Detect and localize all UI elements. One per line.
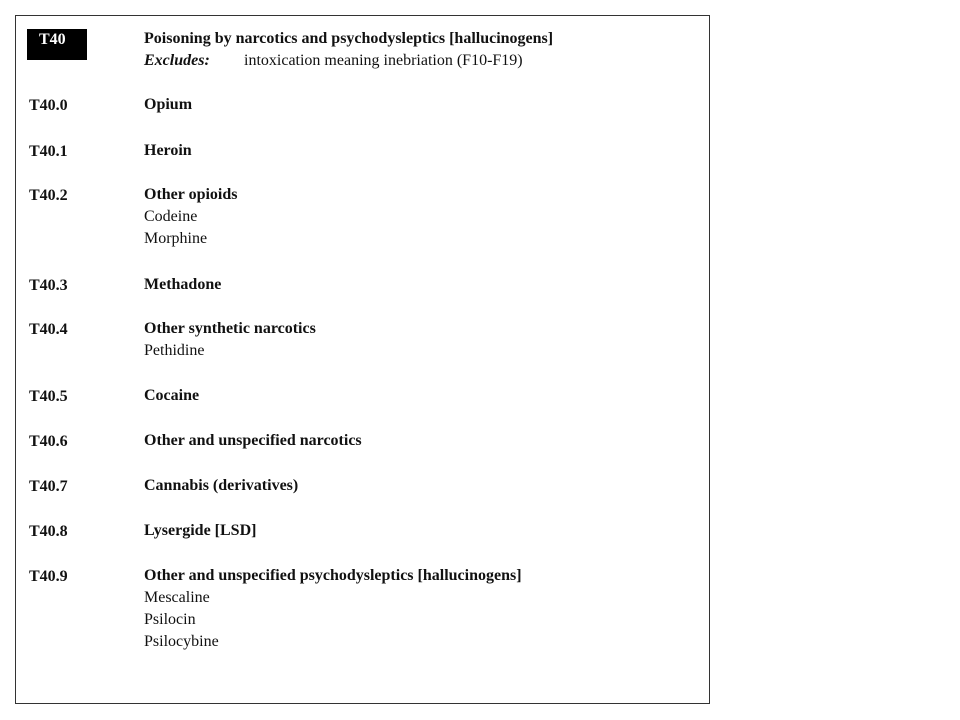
entry-title: Cocaine bbox=[144, 387, 200, 404]
entry-code: T40.4 bbox=[29, 321, 68, 338]
excludes-label: Excludes: bbox=[144, 52, 210, 69]
category-header bbox=[144, 28, 553, 72]
entry-inclusion: Psilocybine bbox=[144, 633, 219, 650]
entry-inclusion: Pethidine bbox=[144, 342, 205, 359]
entry-title: Opium bbox=[144, 96, 193, 113]
document-frame bbox=[15, 15, 710, 704]
category-title: Poisoning by narcotics and psychodysleptics [hallucinogens] bbox=[144, 30, 554, 47]
entry-title: Lysergide [LSD] bbox=[144, 522, 257, 539]
entry bbox=[144, 475, 298, 497]
entry-inclusion: Psilocin bbox=[144, 611, 196, 628]
entry bbox=[144, 184, 238, 250]
entry-title: Other opioids bbox=[144, 186, 238, 203]
entry bbox=[144, 140, 192, 162]
entry-title: Other and unspecified narcotics bbox=[144, 432, 362, 449]
entry bbox=[144, 430, 362, 452]
entry-inclusion: Codeine bbox=[144, 208, 198, 225]
excludes-note bbox=[144, 50, 553, 72]
entry-code: T40.8 bbox=[29, 523, 68, 540]
entry bbox=[144, 565, 522, 653]
entry-title: Heroin bbox=[144, 142, 192, 159]
entry bbox=[144, 94, 192, 116]
entry-code: T40.9 bbox=[29, 568, 68, 585]
entry-title: Methadone bbox=[144, 276, 222, 293]
entry bbox=[144, 520, 256, 542]
entry-code: T40.3 bbox=[29, 277, 68, 294]
entry-title: Cannabis (derivatives) bbox=[144, 477, 299, 494]
entry-title: Other and unspecified psychodysleptics [hallucinogens] bbox=[144, 567, 522, 584]
entry bbox=[144, 318, 316, 362]
category-code-badge: T40 bbox=[27, 29, 87, 60]
excludes-text: intoxication meaning inebriation (F10-F19) bbox=[244, 52, 523, 69]
entry-code: T40.1 bbox=[29, 143, 68, 160]
entry-inclusion: Morphine bbox=[144, 230, 208, 247]
entry-code: T40.5 bbox=[29, 388, 68, 405]
entry bbox=[144, 385, 199, 407]
entry-code: T40.0 bbox=[29, 97, 68, 114]
entry-code: T40.6 bbox=[29, 433, 68, 450]
entry-code: T40.7 bbox=[29, 478, 68, 495]
entry-code: T40.2 bbox=[29, 187, 68, 204]
entry-title: Other synthetic narcotics bbox=[144, 320, 316, 337]
entry bbox=[144, 274, 221, 296]
entry-inclusion: Mescaline bbox=[144, 589, 210, 606]
